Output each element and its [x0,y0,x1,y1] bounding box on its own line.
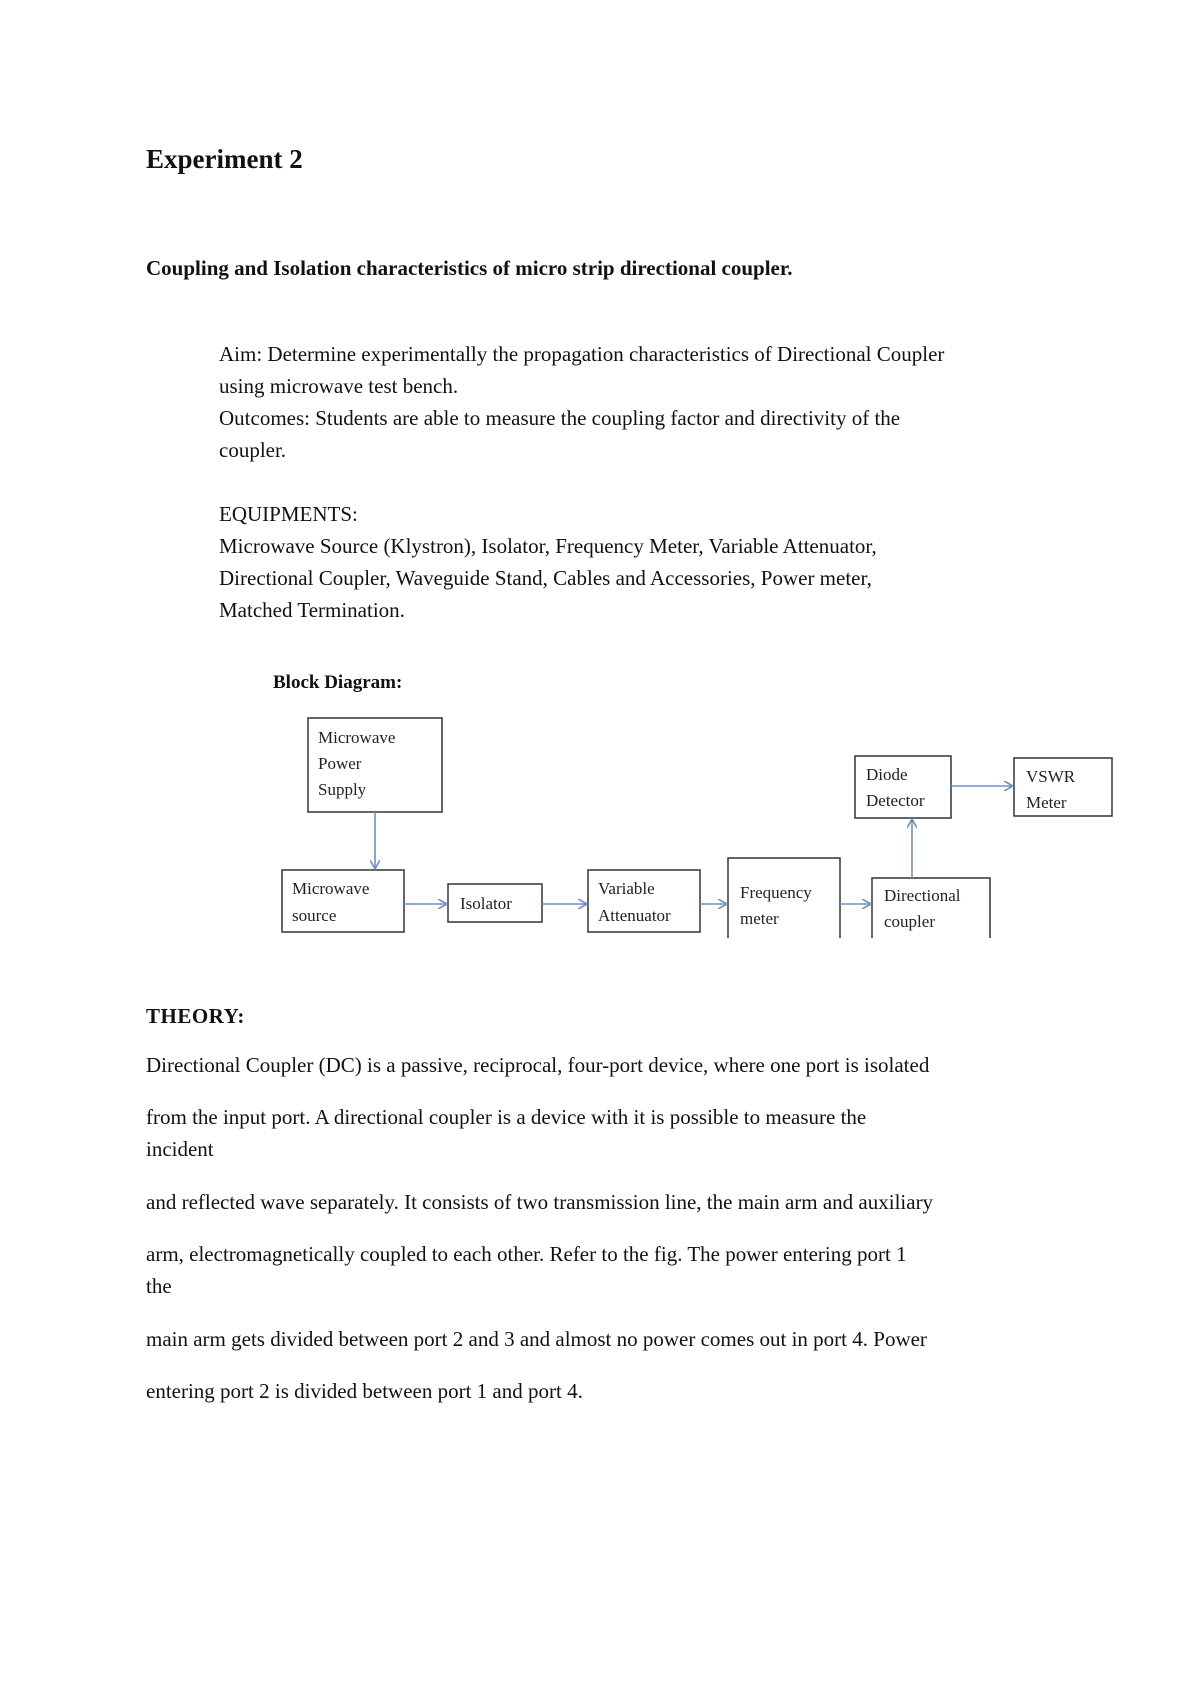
equipments-line: Matched Termination. [219,598,405,622]
block-label: Microwave [318,728,396,747]
outcomes-line: Outcomes: Students are able to measure the coupling factor and directivity of the [219,406,901,430]
block-label: Attenuator [598,906,671,925]
theory-line: arm, electromagnetically coupled to each other. Refer to the fig. The power entering port 1 [146,1242,907,1266]
block-directional-coupler [872,878,990,938]
theory-heading: THEORY: [146,1004,245,1028]
block-vswr-meter [1014,758,1112,816]
block-label: Frequency [740,883,812,902]
block-label: meter [740,909,779,928]
equipments-line: Directional Coupler, Waveguide Stand, Cables and Accessories, Power meter, [219,566,872,590]
block-label: Directional [884,886,961,905]
theory-line: from the input port. A directional coupler is a device with it is possible to measure the [146,1105,867,1129]
theory-line: main arm gets divided between port 2 and 3 and almost no power comes out in port 4. Power [146,1327,927,1351]
block-label: Variable [598,879,655,898]
experiment-subtitle: Coupling and Isolation characteristics of micro strip directional coupler. [146,256,793,280]
aim-line: using microwave test bench. [219,374,459,398]
theory-line: and reflected wave separately. It consists of two transmission line, the main arm and auxiliary [146,1190,934,1214]
block-diagram [270,700,1130,950]
aim-line: Aim: Determine experimentally the propagation characteristics of Directional Coupler [219,342,945,366]
block-power-supply [308,718,442,812]
block-variable-attenuator [588,870,700,932]
theory-line: incident [146,1137,214,1161]
block-frequency-meter [728,858,840,938]
equipments-heading: EQUIPMENTS: [219,502,358,526]
outcomes-line: coupler. [219,438,287,462]
block-label: Supply [318,780,367,799]
block-isolator [448,884,542,922]
block-diagram-title: Block Diagram: [273,672,403,693]
block-label: Meter [1026,793,1067,812]
block-diode-detector [855,756,951,818]
block-label: Isolator [460,894,512,913]
block-label: Diode [866,765,908,784]
block-label: Microwave [292,879,370,898]
page-title: Experiment 2 [146,144,303,174]
theory-line: Directional Coupler (DC) is a passive, reciprocal, four-port device, where one port is isolated [146,1053,930,1077]
block-label: coupler [884,912,935,931]
block-label: Power [318,754,362,773]
theory-line: the [146,1274,172,1298]
block-microwave-source [282,870,404,932]
equipments-line: Microwave Source (Klystron), Isolator, Frequency Meter, Variable Attenuator, [219,534,877,558]
block-label: Detector [866,791,925,810]
block-label: VSWR [1026,767,1076,786]
block-label: source [292,906,337,925]
theory-line: entering port 2 is divided between port 1 and port 4. [146,1379,583,1403]
